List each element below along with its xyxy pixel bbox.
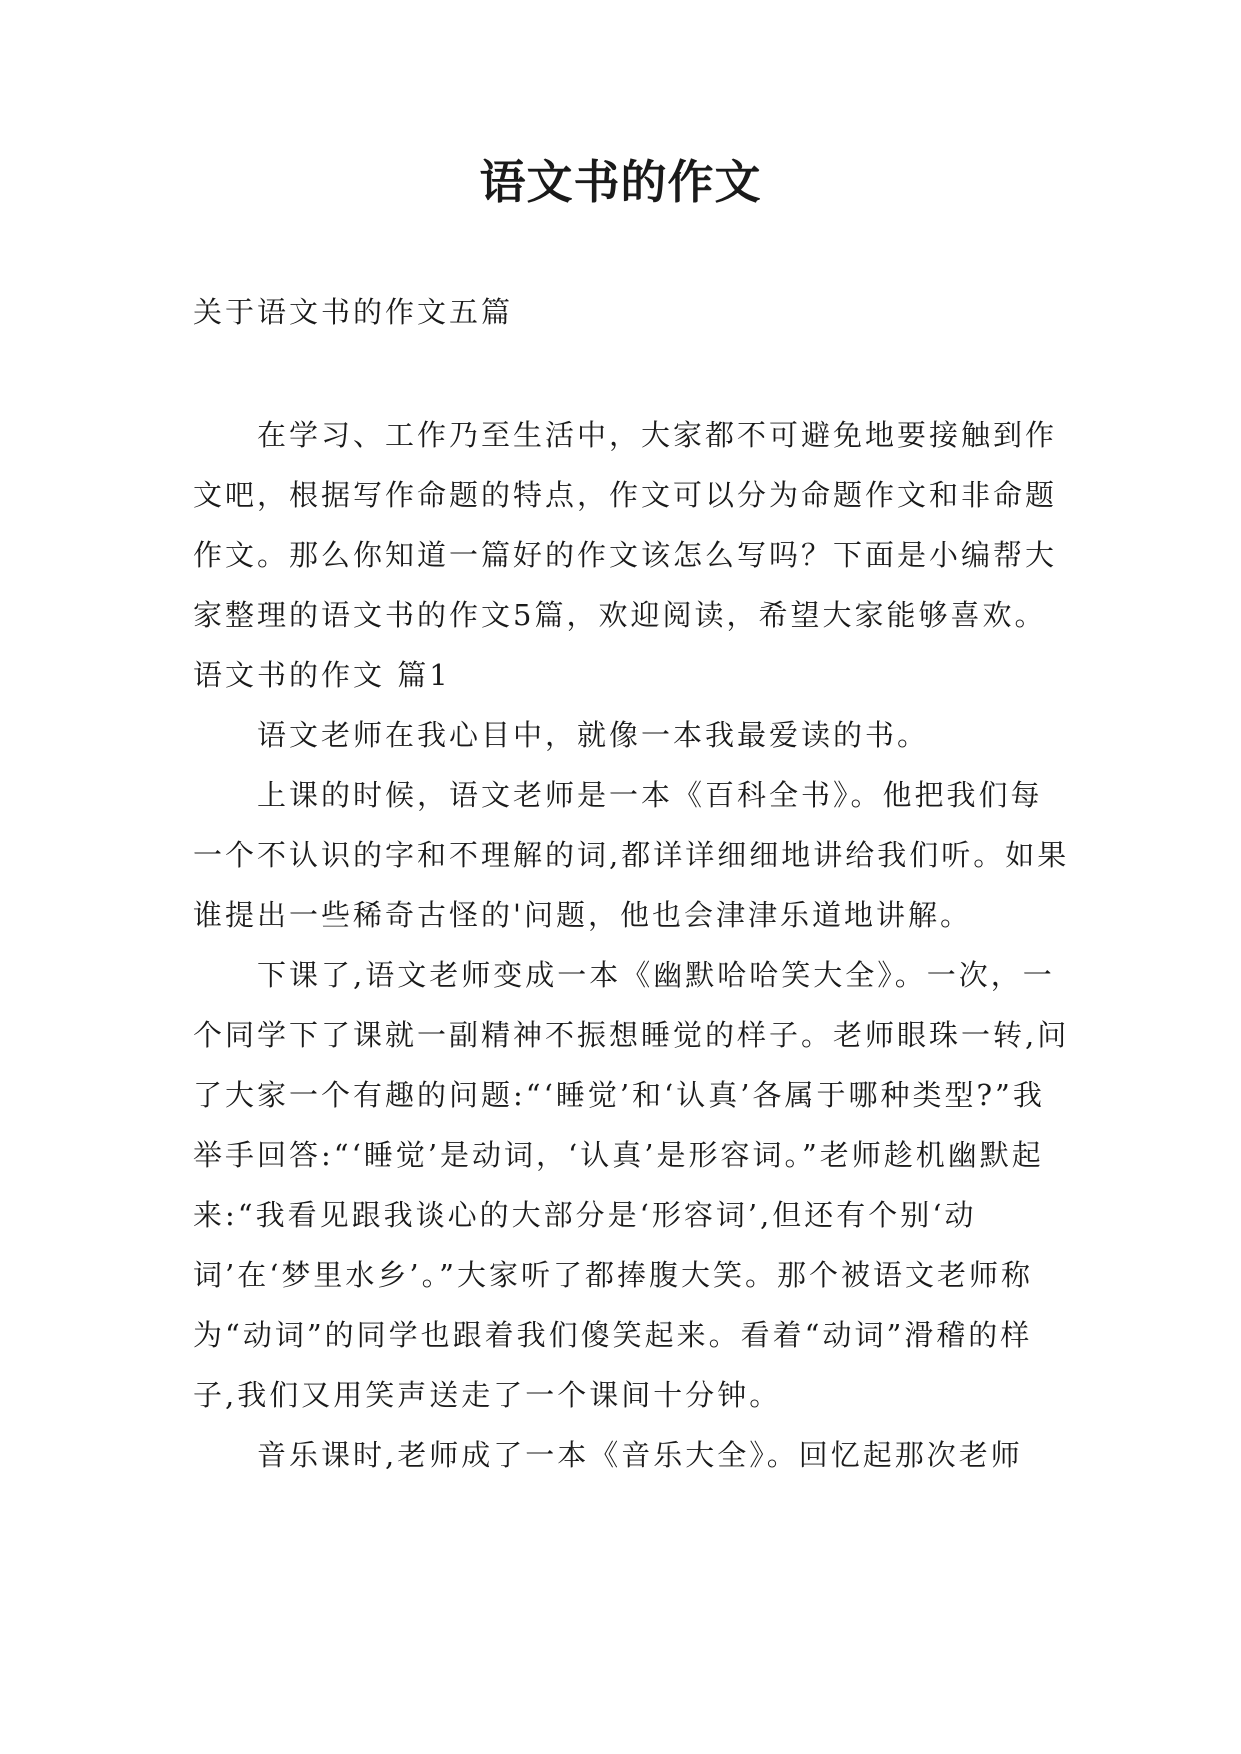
body-paragraph-2: 上课的时候，语文老师是一本《百科全书》。他把我们每一个不认识的字和不理解的词,都详详细细地讲给我们听。如果谁提出一些稀奇古怪的'问题，他也会津津乐道地讲解。 (193, 778, 1070, 932)
document-subtitle: 关于语文书的作文五篇 (193, 295, 514, 329)
body-paragraph-4: 音乐课时,老师成了一本《音乐大全》。回忆起那次老师 (257, 1438, 1023, 1472)
body-paragraph-3: 下课了,语文老师变成一本《幽默哈哈笑大全》。一次，一个同学下了课就一副精神不振想睡觉的样子。老师眼珠一转,问了大家一个有趣的问题:“‘睡觉’和‘认真’各属于哪种类型?”我举手回答:“‘睡觉’是动词，‘认真’是形容词。”老师趁机幽默起来:“我看见跟我谈心的大部分是‘形容词’,但还有个别‘动词’在‘梦里水乡’。”大家听了都捧腹大笑。那个被语文老师称为“动词”的同学也跟着我们傻笑起来。看着“动词”滑稽的样子,我们又用笑声送走了一个课间十分钟。 (193, 958, 1070, 1412)
section-heading: 语文书的作文 篇1 (193, 658, 451, 692)
body-paragraph-1: 语文老师在我心目中，就像一本我最爱读的书。 (257, 718, 930, 752)
document-title: 语文书的作文 (479, 155, 762, 209)
document-body (193, 405, 1073, 1485)
intro-paragraph: 在学习、工作乃至生活中，大家都不可避免地要接触到作文吧，根据写作命题的特点，作文可以分为命题作文和非命题作文。那么你知道一篇好的作文该怎么写吗？下面是小编帮大家整理的语文书的作文5篇，欢迎阅读，希望大家能够喜欢。 (193, 418, 1058, 632)
